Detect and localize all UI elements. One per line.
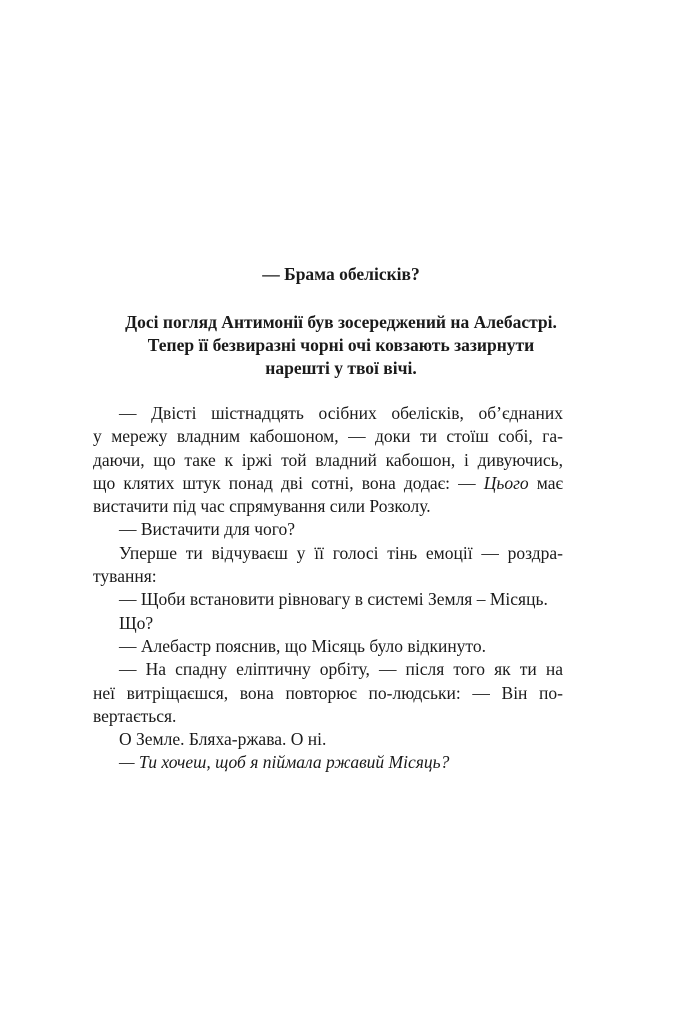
italic-span: — Ти хочеш, щоб я піймала ржавий Місяць? [119, 752, 450, 773]
text-span: — Двісті шістнадцять осібних обелісків, об’єднаних [119, 403, 563, 423]
text-line: — Щоби встановити рівновагу в системі Земля – Місяць. [119, 589, 548, 610]
text-line [93, 751, 563, 774]
text-span: що клятих штук понад дві сотні, вона додає: — [93, 472, 484, 493]
text-line: — На спадну еліптичну орбіту, — після того як ти на [119, 659, 563, 680]
heading-line: — Брама обелісків? [262, 264, 420, 284]
text-line: вертається. [93, 705, 177, 726]
text-line: неї витріщаєшся, вона повторює по-людськи: — Він по- [93, 682, 563, 703]
text-line: даючи, що таке к іржі той владний кабошон, і дивуючись, [93, 449, 563, 470]
text-line: вистачити під час спрямування сили Розколу. [93, 496, 431, 517]
body-text [93, 402, 563, 775]
text-line: — Алебастр пояснив, що Місяць було відкинуто. [119, 635, 486, 656]
bold-paragraph-line: Тепер її безвиразні чорні очі ковзають зазирнути [147, 335, 535, 355]
text-line: Уперше ти відчуваєш у її голосі тінь емоції — роздра- [119, 542, 563, 563]
text-line [93, 472, 563, 495]
text-line: тування: [93, 566, 157, 587]
text-line: у мережу владним кабошоном, — доки ти стоїш собі, га- [93, 426, 563, 447]
dialogue-heading [90, 263, 592, 286]
text-line [93, 402, 563, 425]
text-span: має [528, 472, 564, 493]
text-line: О Земле. Бляха-ржава. О ні. [119, 729, 327, 750]
bold-paragraph [90, 311, 592, 380]
text-line: — Вистачити для чого? [119, 519, 296, 540]
italic-span: Цього [483, 472, 529, 493]
bold-paragraph-line: нарешті у твої вічі. [265, 358, 417, 378]
bold-paragraph-line: Досі погляд Антимонії був зосереджений на Алебастрі. [125, 312, 557, 332]
text-line: Що? [119, 612, 154, 633]
